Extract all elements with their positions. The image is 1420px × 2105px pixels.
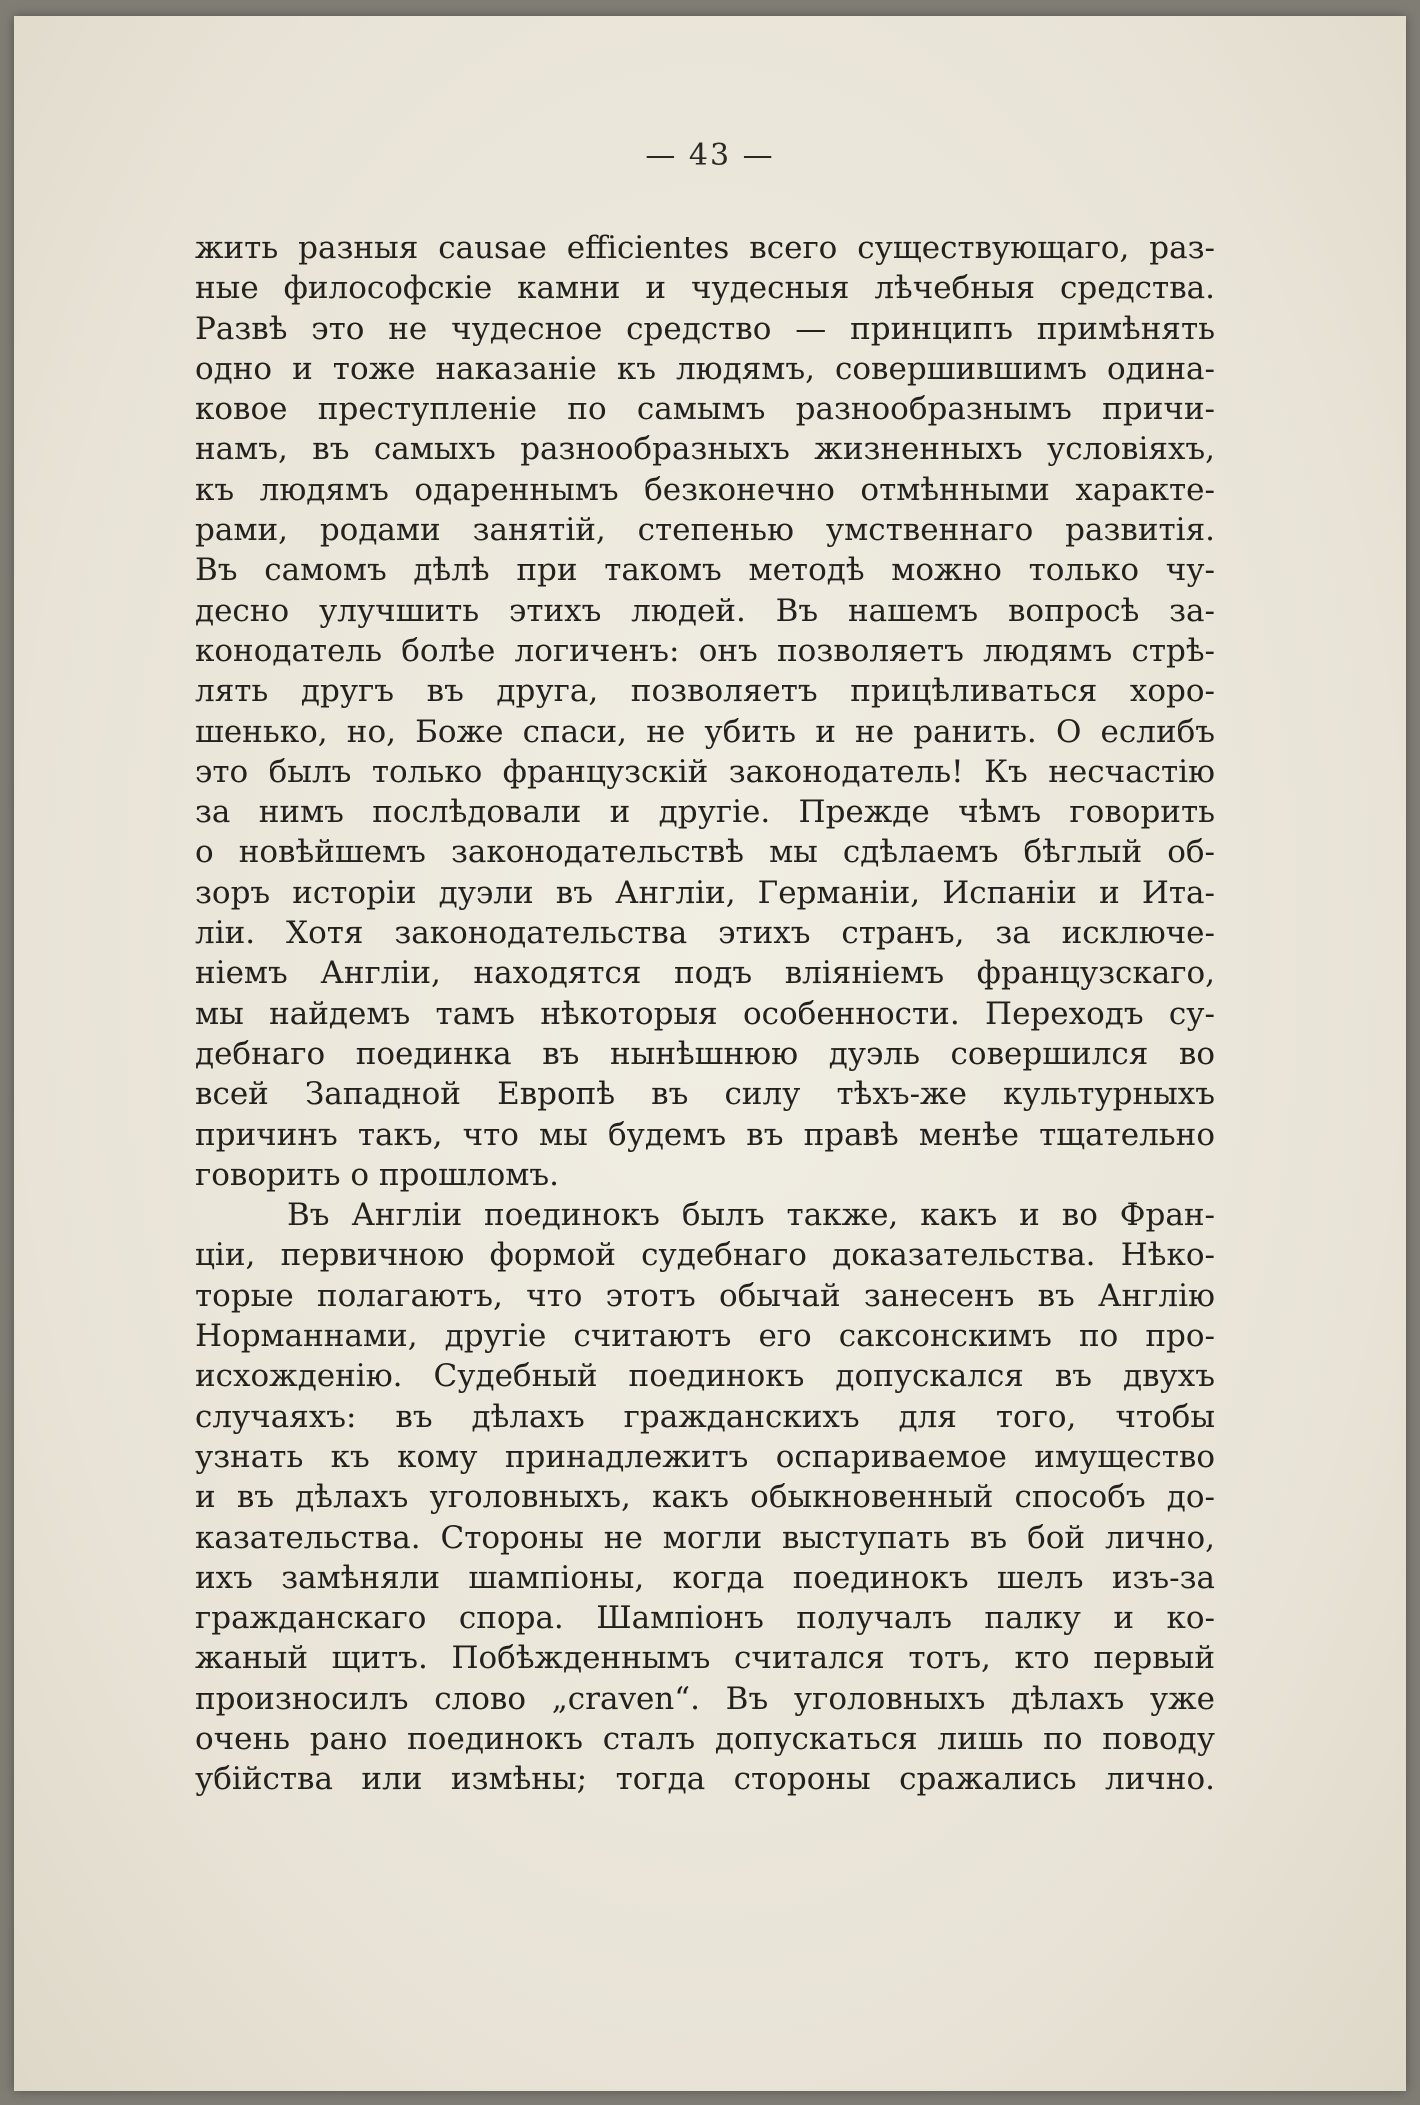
text-line: ніемъ Англіи, находятся подъ вліяніемъ французскаго, — [195, 955, 1215, 992]
text-line: это былъ только французскій законодатель! Къ несчастію — [195, 753, 1215, 790]
page-number: — 43 — — [645, 138, 775, 173]
text-line: ихъ замѣняли шампіоны, когда поединокъ шелъ изъ-за — [195, 1559, 1215, 1596]
text-line: жаный щитъ. Побѣжденнымъ считался тотъ, кто первый — [195, 1640, 1215, 1677]
text-line: причинъ такъ, что мы будемъ въ правѣ менѣе тщательно — [195, 1116, 1215, 1153]
text-line: исхожденію. Судебный поединокъ допускался въ двухъ — [195, 1358, 1215, 1395]
text-line: за нимъ послѣдовали и другіе. Прежде чѣмъ говорить — [195, 794, 1215, 831]
text-line: лять другъ въ друга, позволяетъ прицѣливаться хоро- — [195, 673, 1215, 710]
text-line: случаяхъ: въ дѣлахъ гражданскихъ для того, чтобы — [195, 1398, 1215, 1435]
text-line: казательства. Стороны не могли выступать въ бой лично, — [195, 1519, 1215, 1556]
text-line: десно улучшить этихъ людей. Въ нашемъ вопросѣ за- — [195, 592, 1215, 629]
text-line: Въ Англіи поединокъ былъ также, какъ и во Фран- — [287, 1197, 1215, 1234]
text-line: ковое преступленіе по самымъ разнообразнымъ причи- — [195, 391, 1215, 428]
text-line: зоръ исторіи дуэли въ Англіи, Германіи, Испаніи и Ита- — [195, 874, 1215, 911]
text-line: узнать къ кому принадлежитъ оспариваемое имущество — [195, 1438, 1215, 1475]
text-line: торые полагаютъ, что этотъ обычай занесенъ въ Англію — [195, 1277, 1215, 1314]
text-line: Развѣ это не чудесное средство — принципъ примѣнять — [195, 310, 1215, 347]
text-line: произносилъ слово „craven“. Въ уголовныхъ дѣлахъ уже — [195, 1680, 1215, 1717]
text-line: говорить о прошломъ. — [195, 1156, 559, 1193]
body-text — [195, 228, 1215, 1800]
text-line: рами, родами занятій, степенью умственнаго развитія. — [195, 512, 1215, 549]
text-line: жить разныя causae efficientes всего существующаго, раз- — [195, 230, 1215, 266]
text-line: Въ самомъ дѣлѣ при такомъ методѣ можно только чу- — [195, 552, 1215, 589]
text-line: о новѣйшемъ законодательствѣ мы сдѣлаемъ бѣглый об- — [195, 834, 1215, 871]
text-line: ные философскіе камни и чудесныя лѣчебныя средства. — [195, 270, 1215, 307]
text-line: ціи, первичною формой судебнаго доказательства. Нѣко- — [195, 1237, 1215, 1274]
text-line: одно и тоже наказаніе къ людямъ, совершившимъ одина- — [195, 350, 1215, 387]
text-line: намъ, въ самыхъ разнообразныхъ жизненныхъ условіяхъ, — [195, 431, 1215, 468]
text-line: и въ дѣлахъ уголовныхъ, какъ обыкновенный способъ до- — [195, 1479, 1215, 1516]
text-line: конодатель болѣе логиченъ: онъ позволяетъ людямъ стрѣ- — [195, 632, 1215, 669]
text-line: Норманнами, другіе считаютъ его саксонскимъ по про- — [195, 1318, 1215, 1355]
text-line: къ людямъ одареннымъ безконечно отмѣнными характе- — [195, 471, 1215, 508]
text-line: очень рано поединокъ сталъ допускаться лишь по поводу — [195, 1720, 1215, 1757]
text-line: дебнаго поединка въ нынѣшнюю дуэль совершился во — [195, 1035, 1215, 1072]
text-line: гражданскаго спора. Шампіонъ получалъ палку и ко- — [195, 1600, 1215, 1637]
text-line: убійства или измѣны; тогда стороны сражались лично. — [195, 1761, 1215, 1798]
text-line: шенько, но, Боже спаси, не убить и не ранить. О еслибъ — [195, 713, 1215, 750]
text-line: всей Западной Европѣ въ силу тѣхъ-же культурныхъ — [195, 1076, 1215, 1113]
text-line: ліи. Хотя законодательства этихъ странъ, за исключе- — [195, 915, 1215, 952]
text-line: мы найдемъ тамъ нѣкоторыя особенности. Переходъ су- — [195, 995, 1215, 1032]
